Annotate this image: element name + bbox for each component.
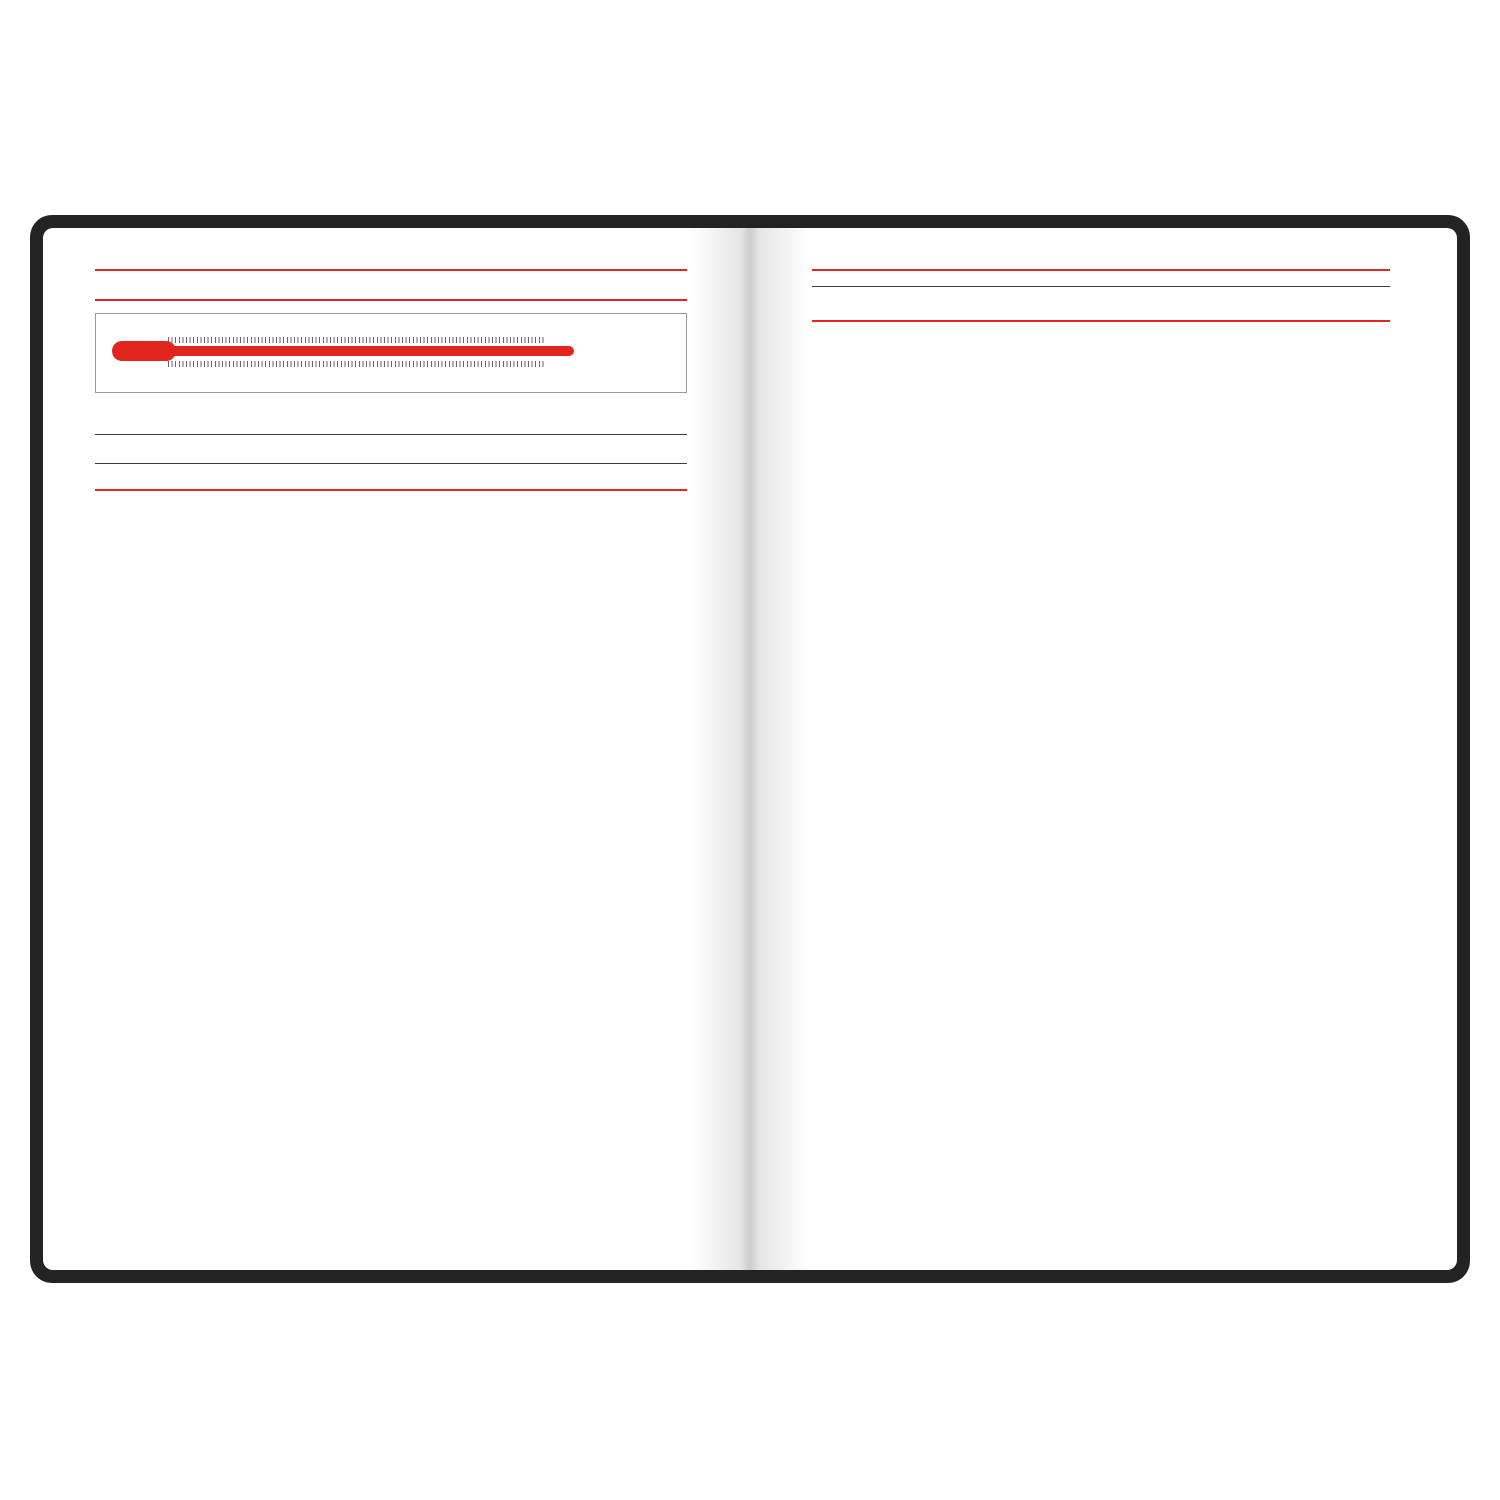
decay-section-title [812, 313, 1390, 322]
marking-subtitle [812, 283, 1390, 287]
right-page [812, 262, 1390, 322]
holidays-section-title [95, 262, 687, 271]
left-page [95, 262, 687, 515]
units-section-title [95, 292, 687, 301]
clothing-section-title [812, 262, 1390, 271]
fahrenheit-formula [666, 371, 678, 385]
celsius-formula [666, 321, 678, 335]
paper-sizes-title [95, 459, 687, 464]
alcohol-measures-title [95, 430, 687, 435]
zodiac-section-title [95, 482, 687, 491]
celsius-ticks [168, 337, 544, 343]
thermometer-diagram [95, 313, 687, 393]
thermometer-bulb [112, 341, 176, 361]
thermometer-tube [170, 346, 574, 356]
fahrenheit-ticks [168, 361, 544, 367]
